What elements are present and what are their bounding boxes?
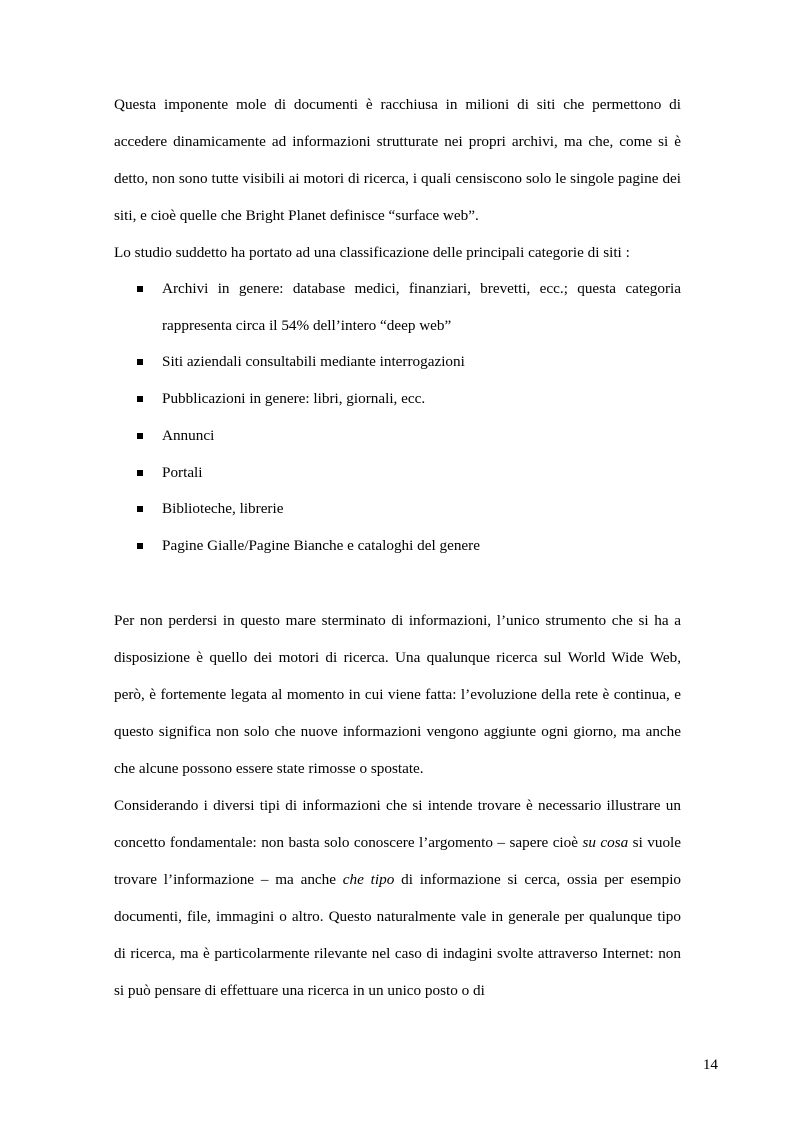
- paragraph-search-engines: Per non perdersi in questo mare sterminato di informazioni, l’unico strumento che si ha a disposizione è quello dei motori di ricerca. Una qualunque ricerca sul World Wide Web, però, è fortemente legata al momento in cui viene fatta: l’evoluzione della rete è continua, e questo significa non solo che nuove informazioni vengono aggiunte ogni giorno, ma anche che alcune possono essere state rimosse o spostate.: [114, 611, 681, 777]
- list-item: [114, 528, 681, 565]
- emphasis-text: su cosa: [582, 833, 629, 851]
- list-item: [114, 344, 681, 381]
- list-item-text: Archivi in genere: database medici, finanziari, brevetti, ecc.; questa categoria rappresenta circa il 54% dell’intero “deep web”: [162, 280, 681, 334]
- square-bullet-icon: [137, 543, 143, 549]
- list-item-text: Biblioteche, librerie: [162, 500, 284, 518]
- list-item-text: Annunci: [162, 426, 215, 444]
- paragraph-text: Considerando i diversi tipi di informazioni che si intende trovare è necessario illustrare un concetto fondamentale: non basta solo conoscere l’argomento – sapere cioè: [114, 796, 681, 851]
- square-bullet-icon: [137, 286, 143, 292]
- square-bullet-icon: [137, 506, 143, 512]
- list-item: [114, 491, 681, 528]
- square-bullet-icon: [137, 359, 143, 365]
- list-item: [114, 381, 681, 418]
- page-body: [114, 86, 681, 1009]
- square-bullet-icon: [137, 470, 143, 476]
- paragraph-text: si vuole trovare l’informazione – ma anche: [114, 833, 682, 888]
- paragraph-classification-intro: Lo studio suddetto ha portato ad una classificazione delle principali categorie di siti :: [114, 244, 630, 261]
- list-item: [114, 418, 681, 455]
- emphasis-text: che tipo: [342, 870, 395, 888]
- list-item-text: Pagine Gialle/Pagine Bianche e cataloghi del genere: [162, 536, 480, 554]
- list-item-text: Pubblicazioni in genere: libri, giornali, ecc.: [162, 390, 426, 408]
- categories-list: [114, 271, 681, 565]
- list-item-text: Siti aziendali consultabili mediante interrogazioni: [162, 353, 465, 371]
- paragraph-deep-web-sites: Questa imponente mole di documenti è racchiusa in milioni di siti che permettono di accedere dinamicamente ad informazioni strutturate nei propri archivi, ma che, come si è detto, non sono tutte visibili ai motori di ricerca, i quali censiscono solo le singole pagine dei siti, e cioè quelle che Bright Planet definisce “surface web”.: [114, 96, 681, 224]
- square-bullet-icon: [137, 396, 143, 402]
- list-item-text: Portali: [162, 463, 203, 481]
- paragraph-information-types: [114, 787, 681, 1009]
- paragraph-text: di informazione si cerca, ossia per esempio documenti, file, immagini o altro. Questo naturalmente vale in generale per qualunque tipo di ricerca, ma è particolarmente rilevante nel caso di indagini svolte attraverso Internet: non si può pensare di effettuare una ricerca in un unico posto o di: [114, 870, 682, 999]
- square-bullet-icon: [137, 433, 143, 439]
- list-item: [114, 271, 681, 344]
- list-item: [114, 455, 681, 492]
- page-number: 14: [702, 1056, 718, 1073]
